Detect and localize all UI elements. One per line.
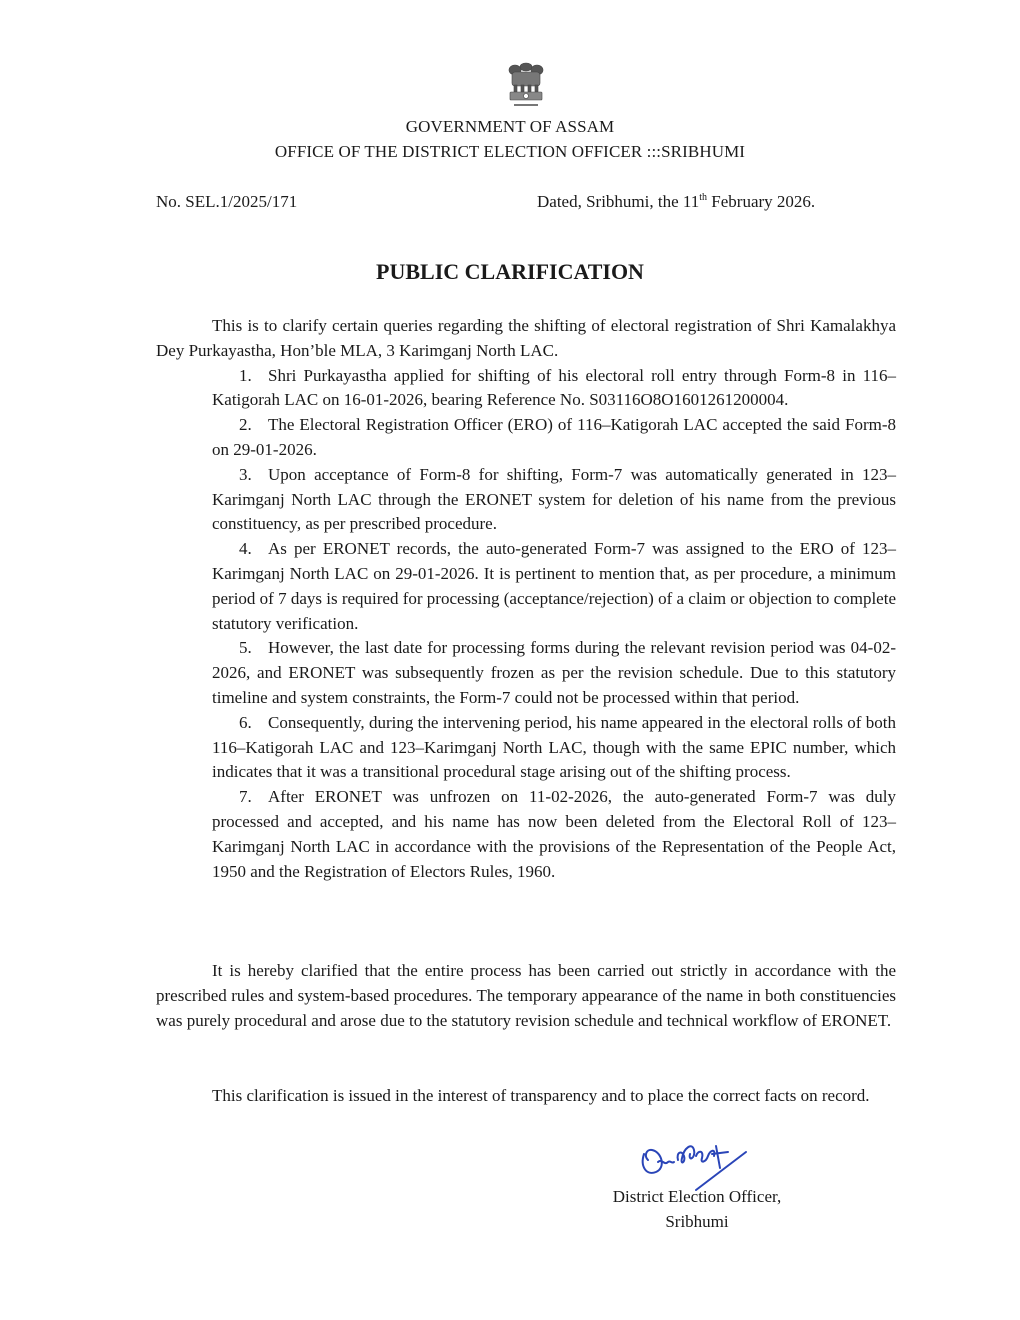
signature [636, 1132, 756, 1192]
date-ordinal: th [699, 192, 708, 203]
item-text: The Electoral Registration Officer (ERO) of 116–Katigorah LAC accepted the said Form-8 on 29-01-2026. [212, 415, 896, 459]
item-text: As per ERONET records, the auto-generated Form-7 was assigned to the ERO of 123–Karimganj North LAC on 29-01-2026. It is pertinent to mention that, as per procedure, a minimum period of 7 days is required for processing (acceptance/rejection) of a claim or objection to complete statutory verification. [212, 539, 896, 633]
document-title: PUBLIC CLARIFICATION [376, 259, 644, 284]
list-item [156, 636, 896, 710]
item-text: After ERONET was unfrozen on 11-02-2026, the auto-generated Form-7 was duly processed and accepted, and his name has now been deleted from the Electoral Roll of 123–Karimganj North LAC in accordance with the provisions of the Representation of the People Act, 1950 and the Registration of Electors Rules, 1960. [212, 787, 896, 881]
signatory-designation: District Election Officer, [612, 1187, 782, 1206]
item-number: 1. [239, 365, 252, 385]
list-item [156, 413, 896, 463]
date-suffix: February 2026. [707, 192, 816, 211]
points-list [156, 364, 896, 885]
item-text: Consequently, during the intervening period, his name appeared in the electoral rolls of both 116–Katigorah LAC and 123–Karimganj North LAC, though with the same EPIC number, which indicates that it was a transitional procedural stage arising out of the shifting process. [212, 712, 896, 782]
item-text: Shri Purkayastha applied for shifting of his electoral roll entry through Form-8 in 116–Katigorah LAC on 16-01-2026, bearing Reference No. S03116O8O1601261200004. [212, 365, 896, 410]
item-number: 6. [239, 712, 252, 732]
item-number: 3. [239, 464, 252, 484]
item-number: 2. [239, 415, 252, 435]
item-number: 7. [239, 787, 252, 807]
list-item [156, 463, 896, 537]
government-name: GOVERNMENT OF ASSAM [405, 117, 615, 136]
item-number: 5. [239, 638, 252, 658]
reference-number: No. SEL.1/2025/171 [156, 192, 298, 211]
signatory-place: Sribhumi [665, 1211, 729, 1231]
list-item [156, 537, 896, 636]
conclusion-paragraph: It is hereby clarified that the entire process has been carried out strictly in accordance with the prescribed rules and system-based procedures. The temporary appearance of the name in both constituencies was purely procedural and arose due to the statutory revision schedule and technical workflow of ERONET. [156, 961, 896, 1030]
list-item [156, 364, 896, 414]
intro-block [156, 314, 896, 884]
item-text: Upon acceptance of Form-8 for shifting, Form-7 was automatically generated in 123–Karimganj North LAC through the ERONET system for deletion of his name from the previous constituency, as per prescribed procedure. [212, 464, 896, 534]
office-name: OFFICE OF THE DISTRICT ELECTION OFFICER :::SRIBHUMI [274, 142, 746, 161]
closing-paragraph: This clarification is issued in the interest of transparency and to place the correct facts on record. [212, 1086, 870, 1105]
signatory-block [604, 1185, 790, 1235]
list-item [156, 785, 896, 884]
date-line [537, 192, 815, 212]
item-text: However, the last date for processing forms during the relevant revision period was 04-02-2026, and ERONET was subsequently frozen as per the revision schedule. Due to this statutory timeline and system constraints, the Form-7 could not be processed within that period. [212, 638, 896, 707]
state-emblem-icon [504, 58, 548, 110]
list-item [156, 711, 896, 785]
intro-paragraph: This is to clarify certain queries regarding the shifting of electoral registration of Shri Kamalakhya Dey Purkayastha, Hon’ble MLA, 3 Karimganj North LAC. [156, 316, 896, 360]
date-prefix: Dated, Sribhumi, the 11 [537, 192, 700, 211]
item-number: 4. [239, 539, 252, 559]
